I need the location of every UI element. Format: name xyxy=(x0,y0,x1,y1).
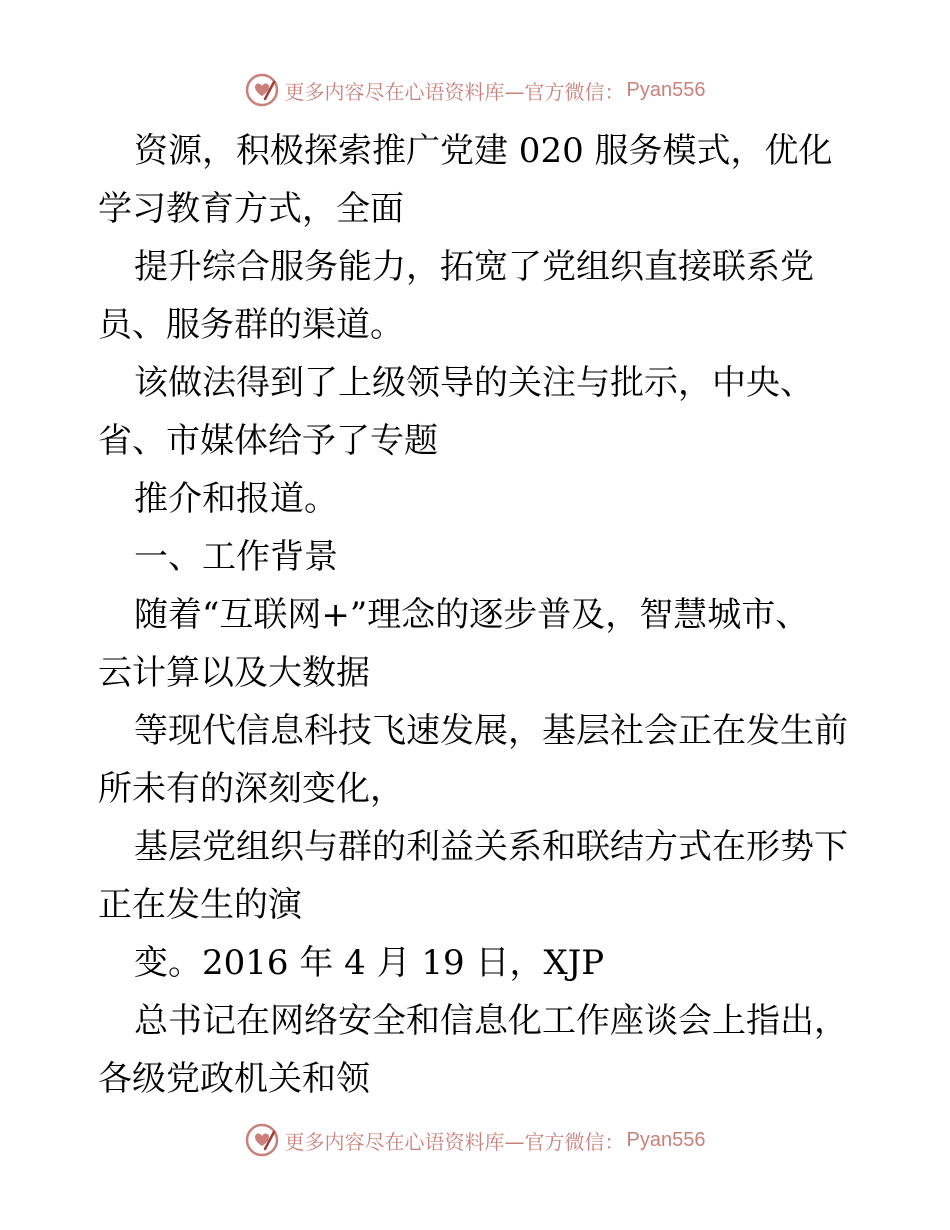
watermark-wechat-id: Pyan556 xyxy=(626,1128,706,1151)
text-line: 正在发生的演 xyxy=(98,885,302,925)
watermark-text: 更多内容尽在心语资料库—官方微信： xyxy=(284,1129,625,1154)
text-line: 总书记在网络安全和信息化工作座谈会上指出， xyxy=(134,1001,848,1041)
watermark-wechat-id: Pyan556 xyxy=(626,78,706,101)
text-line: 提升综合服务能力，拓宽了党组织直接联系党 xyxy=(134,247,814,287)
text-line: 随着“互联网+”理念的逐步普及，智慧城市、 xyxy=(134,595,810,635)
text-line: 省、市媒体给予了专题 xyxy=(98,421,438,461)
heart-pen-logo-icon xyxy=(245,73,279,107)
text-line: 所未有的深刻变化， xyxy=(98,769,404,809)
text-line: 各级党政机关和领 xyxy=(98,1059,370,1099)
text-line: 资源，积极探索推广党建 020 服务模式，优化 xyxy=(134,131,833,171)
text-line: 学习教育方式，全面 xyxy=(98,189,404,229)
heart-pen-logo-icon xyxy=(245,1123,279,1157)
text-line: 推介和报道。 xyxy=(134,479,338,519)
text-line: 一、工作背景 xyxy=(134,537,338,577)
text-line: 等现代信息科技飞速发展，基层社会正在发生前 xyxy=(134,711,848,751)
document-body xyxy=(98,122,858,1108)
header-watermark xyxy=(0,70,950,110)
text-line: 云计算以及大数据 xyxy=(98,653,370,693)
text-line: 基层党组织与群的利益关系和联结方式在形势下 xyxy=(134,827,848,867)
text-line: 员、服务群的渠道。 xyxy=(98,305,404,345)
text-line: 该做法得到了上级领导的关注与批示，中央、 xyxy=(134,363,814,403)
watermark-text: 更多内容尽在心语资料库—官方微信： xyxy=(284,79,625,104)
footer-watermark xyxy=(0,1120,950,1160)
text-line: 变。2016 年 4 月 19 日，XJP xyxy=(134,943,605,983)
